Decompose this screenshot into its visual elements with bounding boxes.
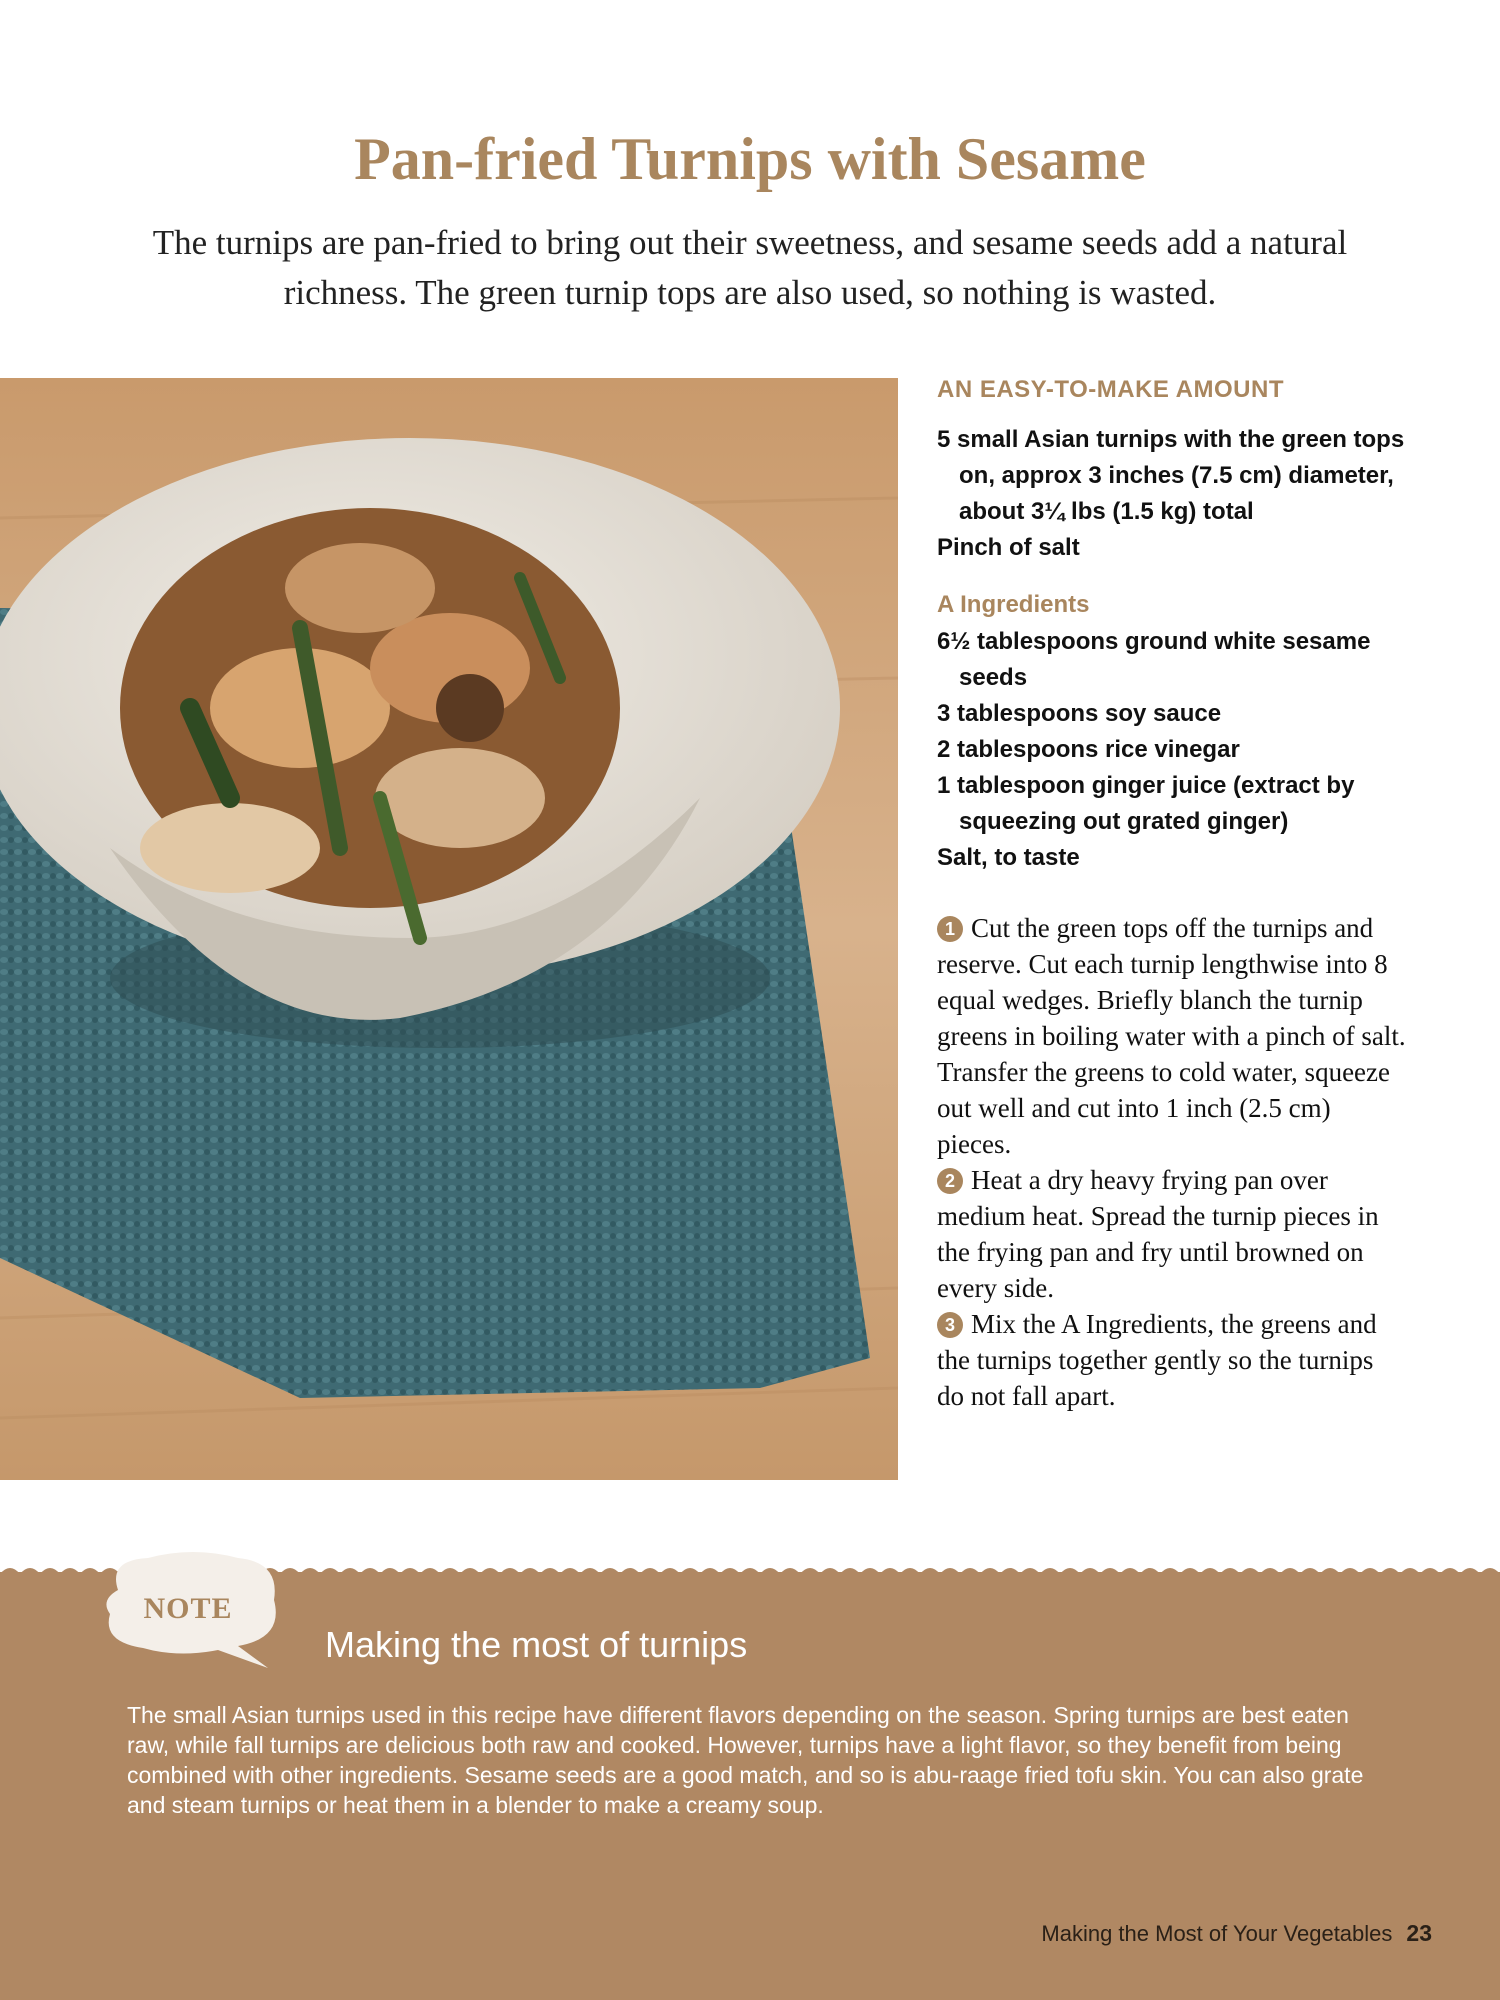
note-label: NOTE <box>143 1592 233 1625</box>
instructions <box>937 910 1407 1414</box>
page-title: Pan-fried Turnips with Sesame <box>354 126 1146 192</box>
footer-section-title: Making the Most of Your Vegetables <box>1041 1921 1393 1946</box>
step-number-icon: 2 <box>937 1168 963 1194</box>
a-ingredient-item: 6½ tablespoons ground white sesame seeds <box>937 628 1371 691</box>
step-text: Cut the green tops off the turnips and reserve. Cut each turnip lengthwise into 8 equal wedges. Briefly blanch the turnip greens in boiling water with a pinch of salt. Transfer the greens to cold water, squeeze out well and cut into 1 inch (2.5 cm) pieces. <box>937 913 1406 1159</box>
page-number: 23 <box>1406 1920 1432 1946</box>
step-number-icon: 3 <box>937 1312 963 1338</box>
step-1 <box>937 910 1407 1162</box>
recipe-column <box>937 372 1407 1414</box>
step-text: Mix the A Ingredients, the greens and the turnips together gently so the turnips do not fall apart. <box>937 1309 1377 1411</box>
page-footer <box>1041 1920 1432 1947</box>
step-3 <box>937 1306 1407 1414</box>
a-ingredient-list <box>937 624 1407 876</box>
a-ingredient-item: 1 tablespoon ginger juice (extract by squeezing out grated ginger) <box>937 772 1355 835</box>
a-ingredient-item: Salt, to taste <box>937 844 1080 871</box>
intro-text: The turnips are pan-fried to bring out their sweetness, and sesame seeds add a natural richness. The green turnip tops are also used, so nothing is wasted. <box>152 223 1348 312</box>
note-body: The small Asian turnips used in this recipe have different flavors depending on the season. Spring turnips are best eaten raw, while fall turnips are delicious both raw and cooked. However, turnips have a light flavor, so they benefit from being combined with other ingredients. Sesame seeds are a good match, and so is abu-raage fried tofu skin. You can also grate and steam turnips or heat them in a blender to make a creamy soup. <box>127 1702 1364 1818</box>
ingredient-item: Pinch of salt <box>937 534 1080 561</box>
step-2 <box>937 1162 1407 1306</box>
a-ingredient-item: 3 tablespoons soy sauce <box>937 700 1222 727</box>
note-section <box>0 1572 1500 2000</box>
dish-photo <box>0 378 898 1480</box>
step-text: Heat a dry heavy frying pan over medium heat. Spread the turnip pieces in the frying pan and fry until browned on every side. <box>937 1165 1379 1303</box>
step-number-icon: 1 <box>937 916 963 942</box>
amount-heading: AN EASY-TO-MAKE AMOUNT <box>937 376 1284 403</box>
note-title: Making the most of turnips <box>325 1624 748 1665</box>
a-ingredients-heading: A Ingredients <box>937 591 1090 618</box>
ingredient-list <box>937 422 1407 566</box>
ingredient-item: 5 small Asian turnips with the green tops on, approx 3 inches (7.5 cm) diameter, about 3¼ lbs (1.5 kg) total <box>937 426 1405 525</box>
a-ingredient-item: 2 tablespoons rice vinegar <box>937 736 1240 763</box>
